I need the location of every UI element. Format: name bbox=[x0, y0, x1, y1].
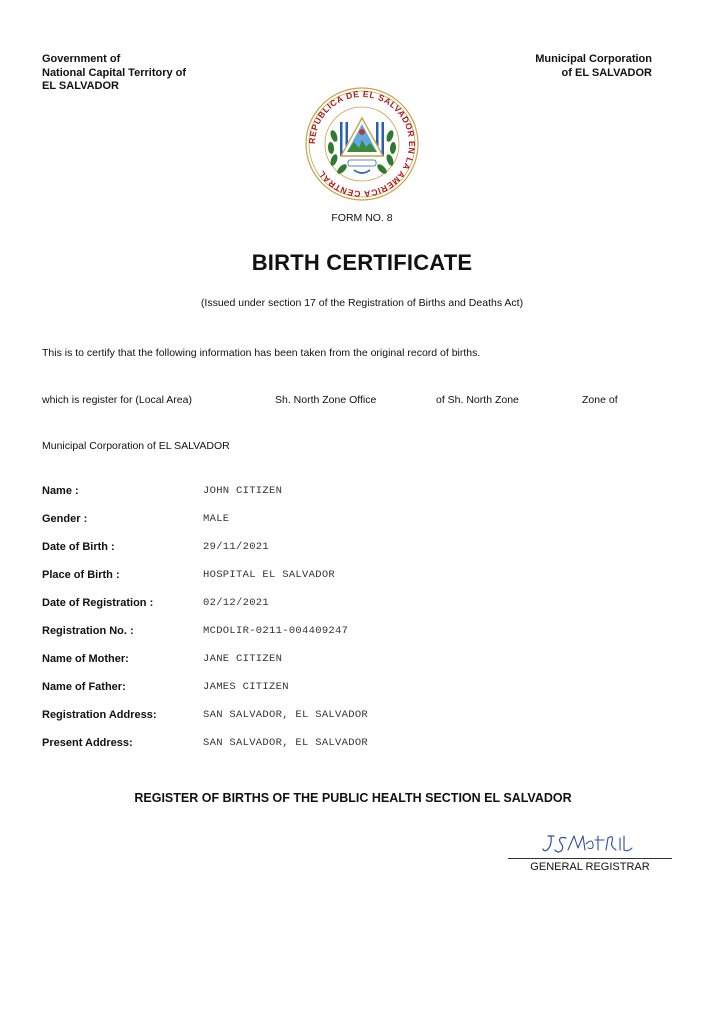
handwritten-signature-icon bbox=[540, 830, 636, 856]
issuer-government-line-2: National Capital Territory of bbox=[42, 66, 187, 79]
form-number: FORM NO. 8 bbox=[331, 212, 393, 224]
field-label-date-of-registration: Date of Registration : bbox=[42, 597, 154, 609]
seal-ring-text: REPUBLICA DE EL SALVADOR EN LA AMERICA CENTRAL bbox=[306, 88, 418, 200]
field-value-name-of-father: JAMES CITIZEN bbox=[203, 681, 289, 693]
general-registrar-label: GENERAL REGISTRAR bbox=[530, 861, 650, 873]
field-label-registration-address: Registration Address: bbox=[42, 709, 157, 721]
register-zone: of Sh. North Zone bbox=[436, 394, 519, 406]
field-label-date-of-birth: Date of Birth : bbox=[42, 541, 115, 553]
field-value-registration-no: MCDOLIR-0211-004409247 bbox=[203, 625, 349, 637]
field-label-name-of-mother: Name of Mother: bbox=[42, 653, 129, 665]
register-section-title: REGISTER OF BIRTHS OF THE PUBLIC HEALTH SECTION EL SALVADOR bbox=[134, 791, 572, 805]
field-label-registration-no: Registration No. : bbox=[42, 625, 134, 637]
issuer-municipal-line-1: Municipal Corporation bbox=[535, 53, 652, 65]
field-label-gender: Gender : bbox=[42, 513, 88, 525]
issuer-municipal bbox=[535, 53, 652, 80]
certify-statement: This is to certify that the following information has been taken from the original record of births. bbox=[42, 347, 481, 359]
field-label-present-address: Present Address: bbox=[42, 737, 133, 749]
field-value-gender: MALE bbox=[203, 513, 230, 525]
issuer-government-line-1: Government of bbox=[42, 53, 121, 65]
issuer-government-line-3: EL SALVADOR bbox=[42, 80, 120, 92]
field-value-place-of-birth: HOSPITAL EL SALVADOR bbox=[203, 569, 336, 581]
field-value-present-address: SAN SALVADOR, EL SALVADOR bbox=[203, 737, 369, 749]
signature-line bbox=[508, 858, 672, 859]
document-subtitle: (Issued under section 17 of the Registration of Births and Deaths Act) bbox=[200, 297, 524, 309]
field-value-date-of-registration: 02/12/2021 bbox=[203, 597, 270, 609]
field-value-date-of-birth: 29/11/2021 bbox=[203, 541, 270, 553]
field-value-registration-address: SAN SALVADOR, EL SALVADOR bbox=[203, 709, 369, 721]
register-local-area-label: which is register for (Local Area) bbox=[42, 394, 192, 406]
document-title: BIRTH CERTIFICATE bbox=[251, 250, 473, 275]
issuer-government bbox=[42, 53, 186, 94]
field-label-place-of-birth: Place of Birth : bbox=[42, 569, 120, 581]
field-value-name: JOHN CITIZEN bbox=[203, 485, 283, 497]
field-label-name: Name : bbox=[42, 485, 79, 497]
register-zone-office: Sh. North Zone Office bbox=[275, 394, 377, 406]
field-value-name-of-mother: JANE CITIZEN bbox=[203, 653, 283, 665]
coat-of-arms-seal-icon bbox=[304, 86, 420, 202]
municipal-corporation-line: Municipal Corporation of EL SALVADOR bbox=[42, 440, 230, 452]
field-label-name-of-father: Name of Father: bbox=[42, 681, 126, 693]
issuer-municipal-line-2: of EL SALVADOR bbox=[561, 66, 652, 79]
register-zone-of: Zone of bbox=[582, 394, 618, 406]
